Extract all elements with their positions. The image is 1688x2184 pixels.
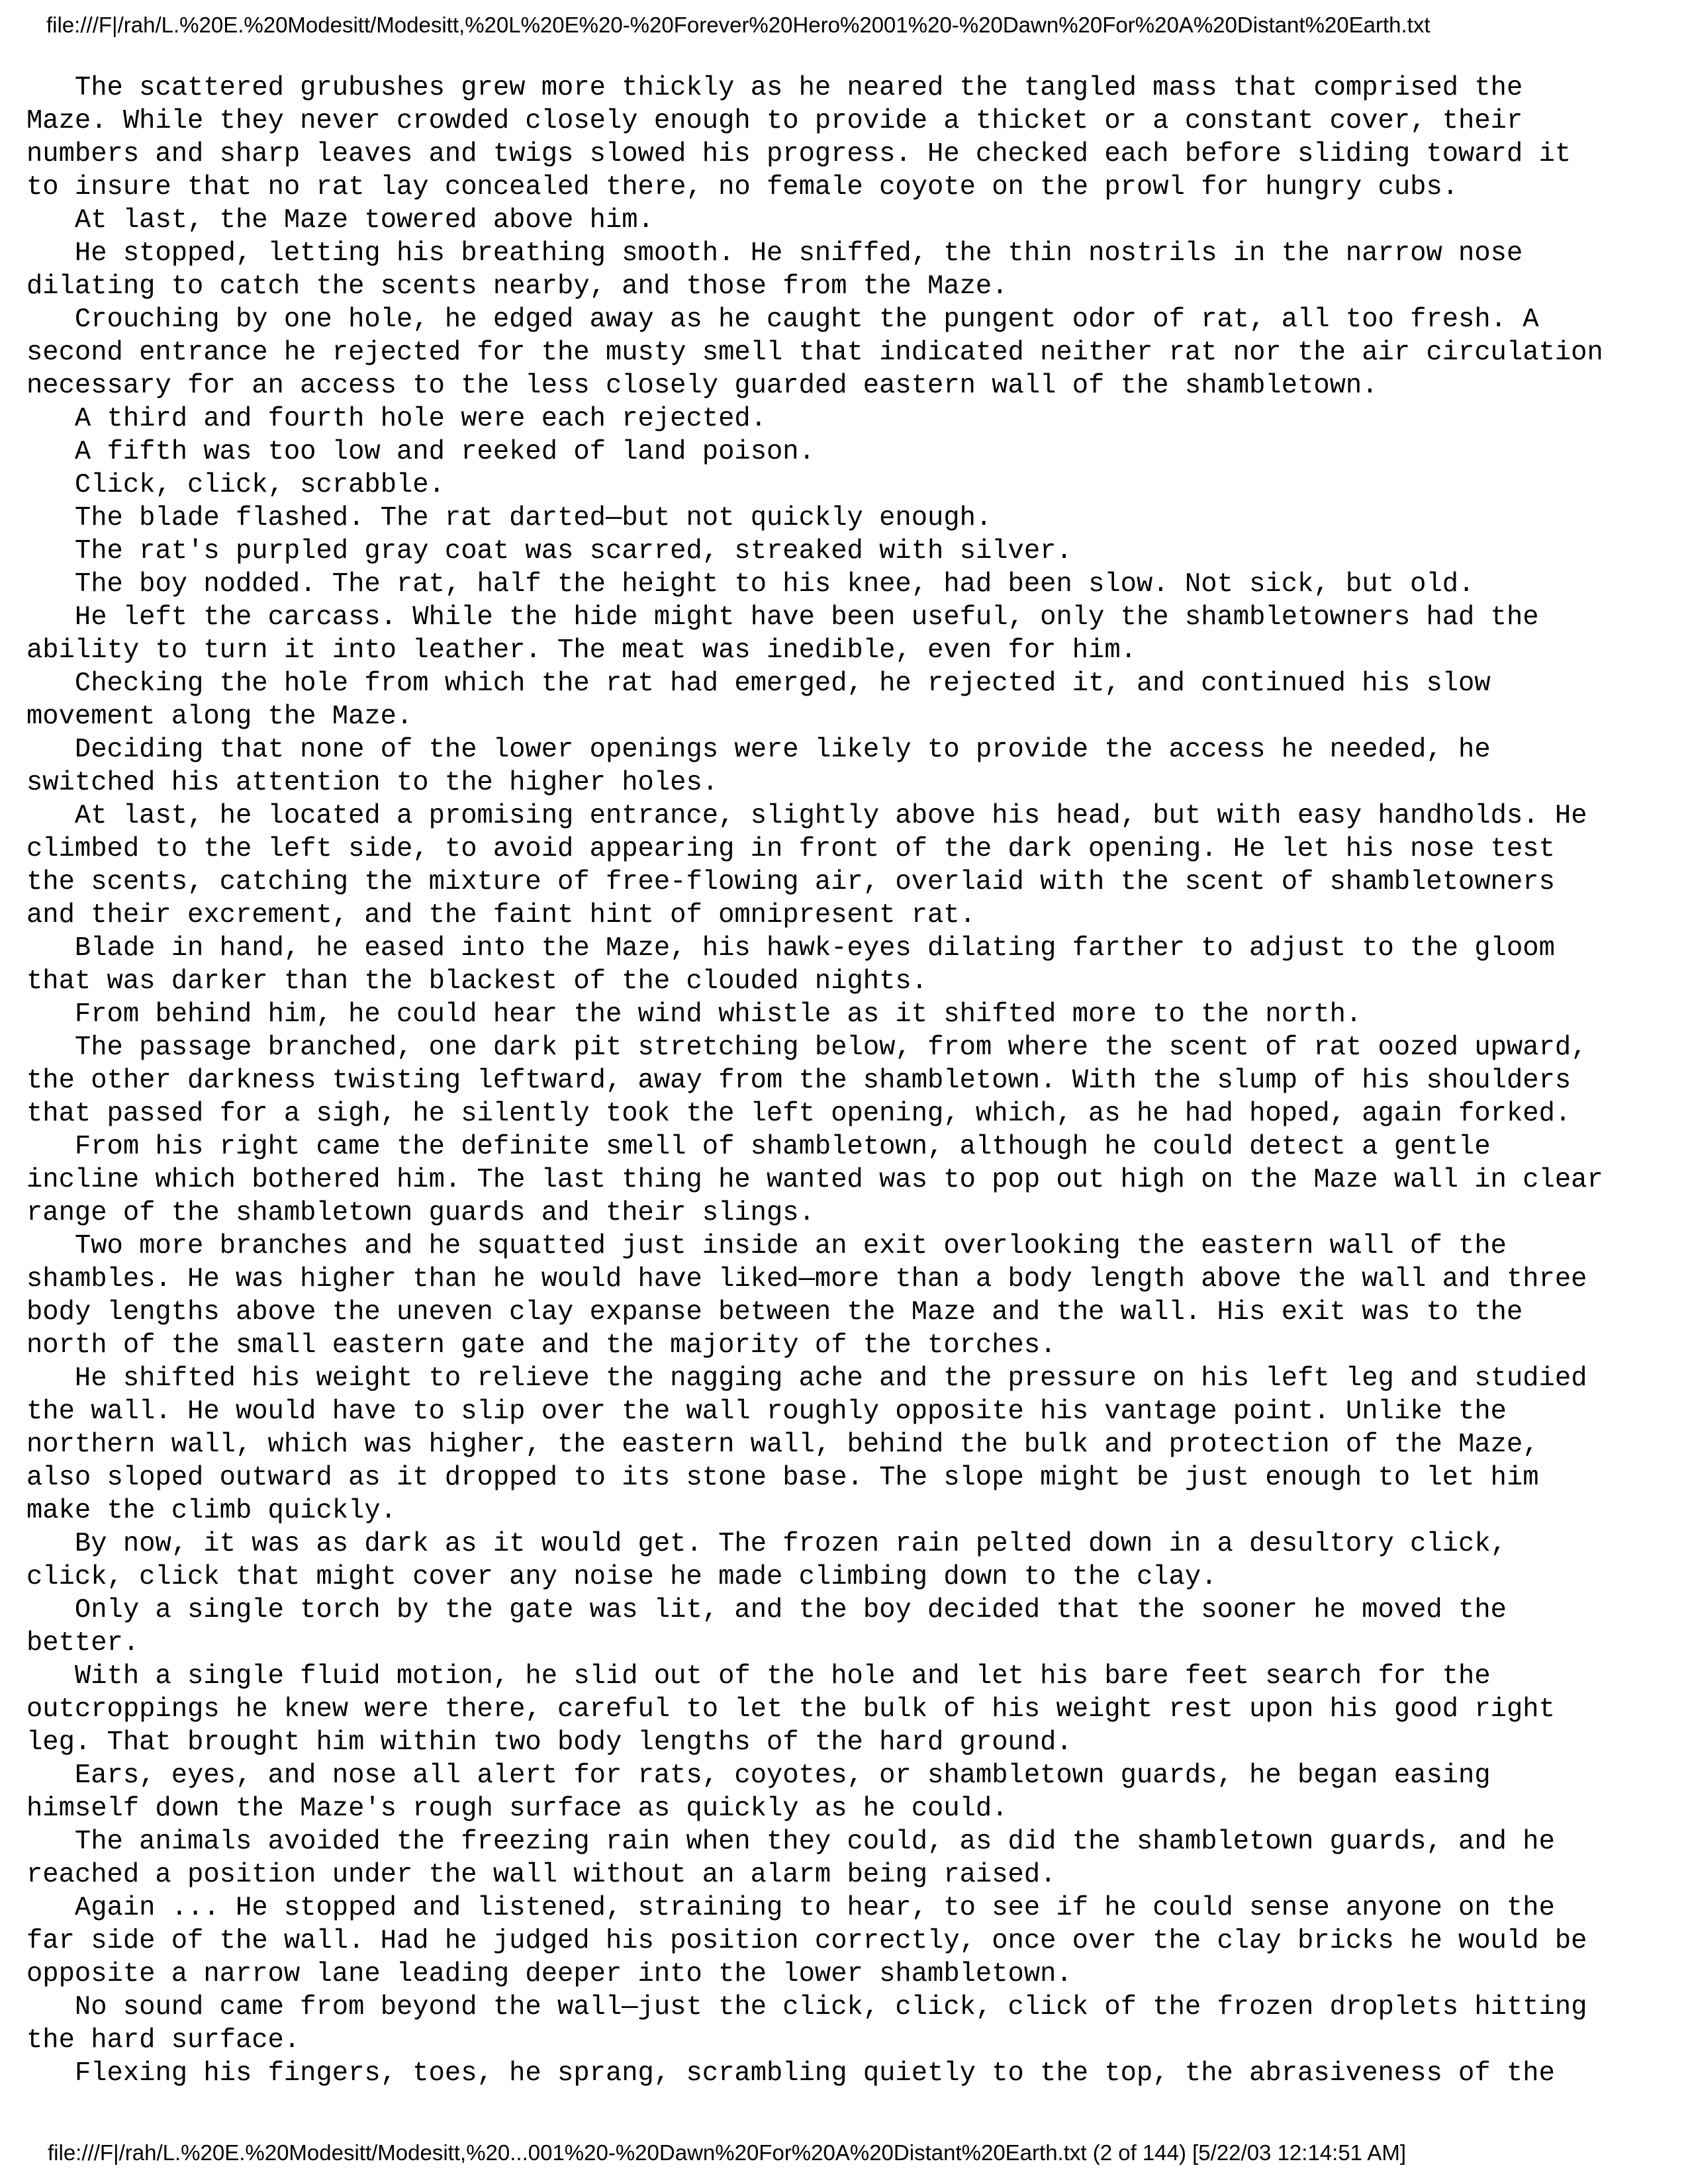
paragraph: The passage branched, one dark pit stretching below, from where the scent of rat oozed upward, the other darkness twisting leftward, away from the shambletown. With the slump of his shoulders that passed for a sigh, he silently took the left opening, which, as he had hoped, again forked. xyxy=(26,1032,1587,1129)
paragraph: Blade in hand, he eased into the Maze, his hawk-eyes dilating farther to adjust to the gloom that was darker than the blackest of the clouded nights. xyxy=(26,933,1555,997)
page-footer-url: file:///F|/rah/L.%20E.%20Modesitt/Modesitt,%20...001%20-%20Dawn%20For%20A%20Distant%20Earth.txt (2 of 144) [5/22/03 12:14:51 AM] xyxy=(48,2140,1407,2165)
paragraph: The scattered grubushes grew more thickly as he neared the tangled mass that comprised the Maze. While they never crowded closely enough to provide a thicket or a constant cover, their numbers and sharp leaves and twigs slowed his progress. He checked each before sliding toward it to insure that no rat lay concealed there, no female coyote on the prowl for hungry cubs. xyxy=(26,73,1571,203)
paragraph: Only a single torch by the gate was lit, and the boy decided that the sooner he moved the better. xyxy=(26,1595,1507,1659)
document-body xyxy=(26,71,1668,2090)
paragraph: He left the carcass. While the hide might have been useful, only the shambletowners had the ability to turn it into leather. The meat was inedible, even for him. xyxy=(26,602,1539,666)
paragraph: The animals avoided the freezing rain when they could, as did the shambletown guards, and he reached a position under the wall without an alarm being raised. xyxy=(26,1827,1555,1890)
paragraph: Two more branches and he squatted just inside an exit overlooking the eastern wall of the shambles. He was higher than he would have liked—more than a body length above the wall and three body lengths above the uneven clay expanse between the Maze and the wall. His exit was to the north of the small eastern gate and the majority of the torches. xyxy=(26,1231,1587,1361)
paragraph: The rat's purpled gray coat was scarred, streaked with silver. xyxy=(26,536,1072,567)
paragraph: He stopped, letting his breathing smooth. He sniffed, the thin nostrils in the narrow nose dilating to catch the scents nearby, and those from the Maze. xyxy=(26,238,1523,302)
paragraph: From his right came the definite smell of shambletown, although he could detect a gentle incline which bothered him. The last thing he wanted was to pop out high on the Maze wall in clear range of the shambletown guards and their slings. xyxy=(26,1132,1603,1228)
paragraph: Flexing his fingers, toes, he sprang, scrambling quietly to the top, the abrasiveness of the xyxy=(26,2058,1555,2089)
paragraph: The boy nodded. The rat, half the height to his knee, had been slow. Not sick, but old. xyxy=(26,569,1475,600)
paragraph: From behind him, he could hear the wind whistle as it shifted more to the north. xyxy=(26,999,1362,1030)
paragraph: A third and fourth hole were each rejected. xyxy=(26,404,767,434)
paragraph: Deciding that none of the lower openings were likely to provide the access he needed, he switched his attention to the higher holes. xyxy=(26,735,1491,798)
paragraph: No sound came from beyond the wall—just the click, click, click of the frozen droplets hitting the hard surface. xyxy=(26,1992,1587,2056)
paragraph: A fifth was too low and reeked of land poison. xyxy=(26,437,815,467)
paragraph: With a single fluid motion, he slid out of the hole and let his bare feet search for the outcroppings he knew were there, careful to let the bulk of his weight rest upon his good right leg. That brought him within two body lengths of the hard ground. xyxy=(26,1661,1555,1758)
paragraph: Checking the hole from which the rat had emerged, he rejected it, and continued his slow movement along the Maze. xyxy=(26,668,1491,732)
paragraph: He shifted his weight to relieve the nagging ache and the pressure on his left leg and studied the wall. He would have to slip over the wall roughly opposite his vantage point. Unlike the northern wall, which was higher, the eastern wall, behind the bulk and protection of the Maze, also sloped outward as it dropped to its stone base. The slope might be just enough to let him make the climb quickly. xyxy=(26,1363,1587,1526)
paragraph: At last, he located a promising entrance, slightly above his head, but with easy handholds. He climbed to the left side, to avoid appearing in front of the dark opening. He let his nose test the scents, catching the mixture of free-flowing air, overlaid with the scent of shambletowners and their excrement, and the faint hint of omnipresent rat. xyxy=(26,801,1587,931)
paragraph: At last, the Maze towered above him. xyxy=(26,205,654,236)
paragraph: Crouching by one hole, he edged away as he caught the pungent odor of rat, all too fresh. A second entrance he rejected for the musty smell that indicated neither rat nor the air circulation necessary for an access to the less closely guarded eastern wall of the shambletown. xyxy=(26,304,1603,401)
page-header-url: file:///F|/rah/L.%20E.%20Modesitt/Modesitt,%20L%20E%20-%20Forever%20Hero%2001%20-%20Dawn%20For%20A%20Distant%20Earth.txt xyxy=(46,13,1430,37)
paragraph: Click, click, scrabble. xyxy=(26,470,445,500)
paragraph: Ears, eyes, and nose all alert for rats, coyotes, or shambletown guards, he began easing himself down the Maze's rough surface as quickly as he could. xyxy=(26,1760,1491,1824)
paragraph: The blade flashed. The rat darted—but not quickly enough. xyxy=(26,503,992,533)
paragraph: Again ... He stopped and listened, straining to hear, to see if he could sense anyone on the far side of the wall. Had he judged his position correctly, once over the clay bricks he would be opposite a narrow lane leading deeper into the lower shambletown. xyxy=(26,1893,1587,1989)
paragraph: By now, it was as dark as it would get. The frozen rain pelted down in a desultory click, click, click that might cover any noise he made climbing down to the clay. xyxy=(26,1529,1507,1592)
